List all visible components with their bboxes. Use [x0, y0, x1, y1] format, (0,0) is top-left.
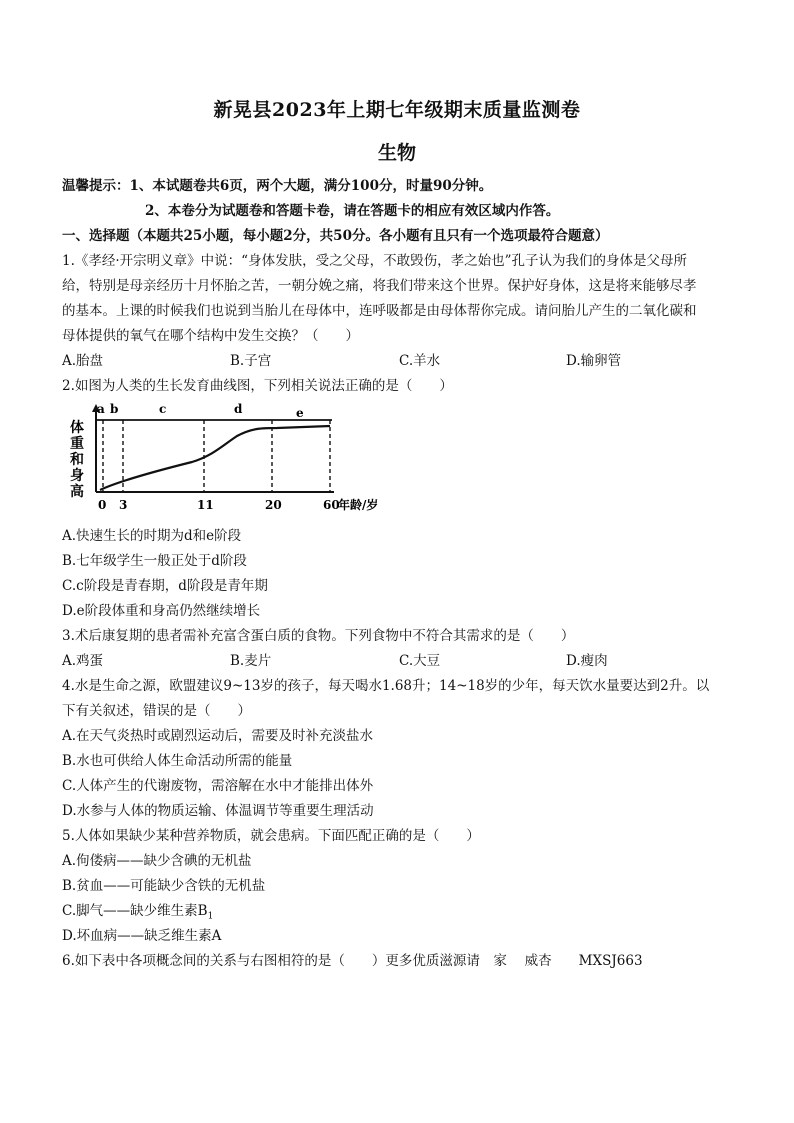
q1-line-3: 的基本。上课的时候我们也说到当胎儿在母体中，连呼吸都是由母体帮你完成。请问胎儿产生的二氧化碳和	[62, 303, 697, 319]
q1-option-d: D.输卵管	[566, 353, 622, 369]
x-tick-11: 11	[197, 498, 214, 512]
stage-label-e: e	[296, 406, 304, 420]
stage-label-a: a	[97, 402, 105, 416]
tip-line-2: 2、本卷分为试题卷和答题卡卷，请在答题卡的相应有效区域内作答。	[145, 203, 560, 219]
q3-option-a: A.鸡蛋	[62, 653, 104, 669]
q4-option-c: C.人体产生的代谢废物，需溶解在水中才能排出体外	[62, 778, 374, 794]
q3-option-b: B.麦片	[230, 653, 272, 669]
q5-option-c-subscript: 1	[207, 911, 214, 922]
exam-subject: 生物	[377, 142, 416, 164]
x-tick-20: 20	[265, 498, 282, 512]
q3-option-c: C.大豆	[399, 653, 441, 669]
y-axis-label-char: 高	[70, 484, 84, 500]
q5-stem: 5.人体如果缺少某种营养物质，就会患病。下面匹配正确的是（ ）	[62, 828, 480, 844]
q2-option-d: D.e阶段体重和身高仍然继续增长	[62, 603, 261, 619]
q5-option-c-text: C.脚气——缺少维生素B	[62, 903, 208, 919]
exam-title: 新晃县2023年上期七年级期末质量监测卷	[213, 99, 581, 121]
y-axis-label-char: 体	[70, 420, 84, 436]
x-tick-60: 60	[323, 498, 340, 512]
stage-label-c: c	[159, 402, 167, 416]
q6-stem: 6.如下表中各项概念间的关系与右图相符的是（ ）更多优质滋源请 家 威杏 MXSJ663	[62, 953, 643, 969]
growth-curve	[100, 426, 330, 490]
q3-stem: 3.术后康复期的患者需补充富含蛋白质的食物。下列食物中不符合其需求的是（ ）	[62, 628, 575, 644]
growth-curve-figure	[62, 398, 402, 516]
x-tick-0: 0	[98, 498, 107, 512]
q1-option-a: A.胎盘	[62, 353, 104, 369]
q4-line-2: 下有关叙述，错误的是（ ）	[62, 703, 251, 719]
q5-option-d: D.坏血病——缺乏维生素A	[62, 928, 222, 944]
q3-option-d: D.瘦肉	[566, 653, 608, 669]
y-axis-label-char: 身	[70, 468, 84, 484]
q4-option-a: A.在天气炎热时或剧烈运动后，需要及时补充淡盐水	[62, 728, 374, 744]
q1-line-1: 1.《孝经·开宗明义章》中说：“身体发肤，受之父母，不敢毁伤，孝之始也”孔子认为我们的身体是父母所	[62, 253, 687, 269]
q2-option-b: B.七年级学生一般正处于d阶段	[62, 553, 247, 569]
x-axis-suffix: 年龄/岁	[338, 498, 379, 512]
q5-option-b: B.贫血——可能缺少含铁的无机盐	[62, 878, 266, 894]
q4-line-1: 4.水是生命之源，欧盟建议9~13岁的孩子，每天喝水1.68升；14~18岁的少年，每天饮水量要达到2升。以	[62, 678, 710, 694]
y-axis-label-char: 重	[70, 436, 84, 452]
q1-line-2: 给，特别是母亲经历十月怀胎之苦，一朝分娩之痛，将我们带来这个世界。保护好身体，这是将来能够尽孝	[62, 278, 697, 294]
q1-option-c: C.羊水	[399, 353, 441, 369]
q1-option-b: B.子宫	[230, 353, 272, 369]
stage-label-b: b	[110, 402, 119, 416]
stage-label-d: d	[234, 402, 243, 416]
q5-option-c	[62, 899, 213, 922]
q5-option-a: A.佝偻病——缺少含碘的无机盐	[62, 853, 252, 869]
y-axis-label	[70, 419, 84, 500]
q4-option-d: D.水参与人体的物质运输、体温调节等重要生理活动	[62, 803, 374, 819]
section-heading: 一、选择题（本题共25小题，每小题2分，共50分。各小题有且只有一个选项最符合题意）	[62, 228, 609, 244]
x-tick-3: 3	[119, 498, 128, 512]
q4-option-b: B.水也可供给人体生命活动所需的能量	[62, 753, 293, 769]
q2-stem: 2.如图为人类的生长发育曲线图，下列相关说法正确的是（ ）	[62, 378, 453, 394]
tip-line-1: 温馨提示：1、本试题卷共6页，两个大题，满分100分，时量90分钟。	[62, 178, 493, 194]
q2-option-c: C.c阶段是青春期，d阶段是青年期	[62, 578, 268, 594]
y-axis-label-char: 和	[70, 452, 84, 468]
q1-line-4: 母体提供的氧气在哪个结构中发生交换？（ ）	[62, 328, 359, 344]
q2-option-a: A.快速生长的时期为d和e阶段	[62, 528, 242, 544]
